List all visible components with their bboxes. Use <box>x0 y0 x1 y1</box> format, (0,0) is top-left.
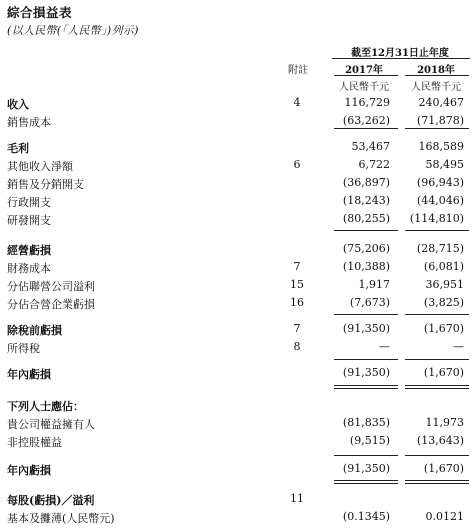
value-2018: (1,670) <box>423 462 464 475</box>
row-label: 每股(虧損)／溢利 <box>7 494 95 507</box>
value-2017: (18,243) <box>342 194 390 207</box>
table-row <box>0 96 473 112</box>
row-label: 除稅前虧損 <box>7 324 62 337</box>
row-note: 6 <box>293 158 301 171</box>
table-row <box>0 322 473 338</box>
value-2018: (1,670) <box>423 322 464 335</box>
value-2018: (1,670) <box>423 366 464 379</box>
subtotal-rule <box>405 314 469 315</box>
value-2017: (80,255) <box>342 212 390 225</box>
table-row <box>0 278 473 294</box>
total-rule <box>405 388 469 389</box>
row-label: 非控股權益 <box>7 436 62 449</box>
value-2017: (0.1345) <box>342 510 390 523</box>
table-row <box>0 510 473 526</box>
row-label: 分佔聯營公司溢利 <box>7 280 95 293</box>
subtotal-rule <box>334 359 398 360</box>
subtotal-rule <box>405 359 469 360</box>
row-label: 所得稅 <box>7 342 40 355</box>
table-row <box>0 140 473 156</box>
row-label: 貴公司權益擁有人 <box>7 418 95 431</box>
value-2017: (91,350) <box>342 462 390 475</box>
year-2017-header: 2017年 <box>345 65 383 76</box>
row-label: 下列人士應佔： <box>7 400 84 413</box>
row-label: 銷售成本 <box>7 116 51 129</box>
value-2018: (28,715) <box>416 242 464 255</box>
row-label: 年內虧損 <box>7 368 51 381</box>
row-note: 7 <box>293 322 301 335</box>
row-label: 分佔合營企業虧損 <box>7 298 95 311</box>
row-label: 財務成本 <box>7 262 51 275</box>
statement-subtitle: (以人民幣(「人民幣」)列示) <box>7 24 139 37</box>
value-2018: — <box>453 340 464 353</box>
table-row <box>0 296 473 312</box>
value-2017: — <box>379 340 390 353</box>
value-2017: 6,722 <box>358 158 390 171</box>
value-2017: (10,388) <box>342 260 390 273</box>
unit-2018-header: 人民幣千元 <box>411 82 461 93</box>
unit-2017-header: 人民幣千元 <box>339 82 389 93</box>
total-rule <box>405 385 469 386</box>
row-label: 毛利 <box>7 142 29 155</box>
table-row <box>0 462 473 478</box>
value-2017: 116,729 <box>344 96 390 109</box>
table-row <box>0 158 473 174</box>
total-rule <box>334 388 398 389</box>
table-row <box>0 212 473 228</box>
year-rule-2017 <box>334 75 398 76</box>
value-2018: (3,825) <box>423 296 464 309</box>
value-2018: (13,643) <box>416 434 464 447</box>
subtotal-rule <box>334 455 398 456</box>
value-2017: (91,350) <box>342 322 390 335</box>
row-note: 11 <box>290 492 304 505</box>
row-label: 年內虧損 <box>7 464 51 477</box>
total-rule <box>405 483 469 484</box>
value-2018: (71,878) <box>416 114 464 127</box>
value-2018: 240,467 <box>418 96 464 109</box>
value-2018: 58,495 <box>425 158 464 171</box>
table-row <box>0 416 473 432</box>
value-2018: (44,046) <box>416 194 464 207</box>
value-2017: (63,262) <box>342 114 390 127</box>
year-2018-header: 2018年 <box>417 65 455 76</box>
total-rule <box>405 480 469 481</box>
total-rule <box>334 480 398 481</box>
subtotal-rule <box>334 314 398 315</box>
table-row <box>0 366 473 382</box>
value-2018: 11,973 <box>425 416 464 429</box>
row-label: 行政開支 <box>7 196 51 209</box>
value-2018: 36,951 <box>425 278 464 291</box>
row-note: 7 <box>293 260 301 273</box>
subtotal-rule <box>405 455 469 456</box>
subtotal-rule <box>334 128 398 129</box>
total-rule <box>334 385 398 386</box>
value-2017: (36,897) <box>342 176 390 189</box>
total-rule <box>334 483 398 484</box>
value-2018: (96,943) <box>416 176 464 189</box>
row-note: 4 <box>293 96 301 109</box>
value-2018: (6,081) <box>423 260 464 273</box>
table-row <box>0 398 473 414</box>
period-header: 截至12月31日止年度 <box>351 48 449 59</box>
value-2018: 0.0121 <box>425 510 464 523</box>
table-row <box>0 434 473 450</box>
row-label: 經營虧損 <box>7 244 51 257</box>
value-2017: 53,467 <box>351 140 390 153</box>
row-note: 8 <box>293 340 301 353</box>
statement-title: 綜合損益表 <box>7 5 73 20</box>
value-2018: 168,589 <box>418 140 464 153</box>
value-2017: (81,835) <box>342 416 390 429</box>
value-2018: (114,810) <box>409 212 464 225</box>
table-row <box>0 260 473 276</box>
row-label: 研發開支 <box>7 214 51 227</box>
table-row <box>0 194 473 210</box>
value-2017: (75,206) <box>342 242 390 255</box>
value-2017: (7,673) <box>349 296 390 309</box>
note-column-header: 附註 <box>288 65 308 76</box>
value-2017: 1,917 <box>358 278 390 291</box>
subtotal-rule <box>405 128 469 129</box>
row-label: 其他收入淨額 <box>7 160 73 173</box>
table-row <box>0 114 473 130</box>
row-label: 基本及攤薄(人民幣元) <box>7 512 115 525</box>
row-note: 16 <box>290 296 304 309</box>
table-row <box>0 242 473 258</box>
row-label: 銷售及分銷開支 <box>7 178 84 191</box>
row-note: 15 <box>290 278 304 291</box>
row-label: 收入 <box>7 98 29 111</box>
table-row <box>0 340 473 356</box>
subtotal-rule <box>405 230 469 231</box>
value-2017: (91,350) <box>342 366 390 379</box>
subtotal-rule <box>334 230 398 231</box>
header-rule <box>332 58 470 59</box>
table-row <box>0 492 473 508</box>
table-row <box>0 176 473 192</box>
year-rule-2018 <box>405 75 469 76</box>
value-2017: (9,515) <box>349 434 390 447</box>
